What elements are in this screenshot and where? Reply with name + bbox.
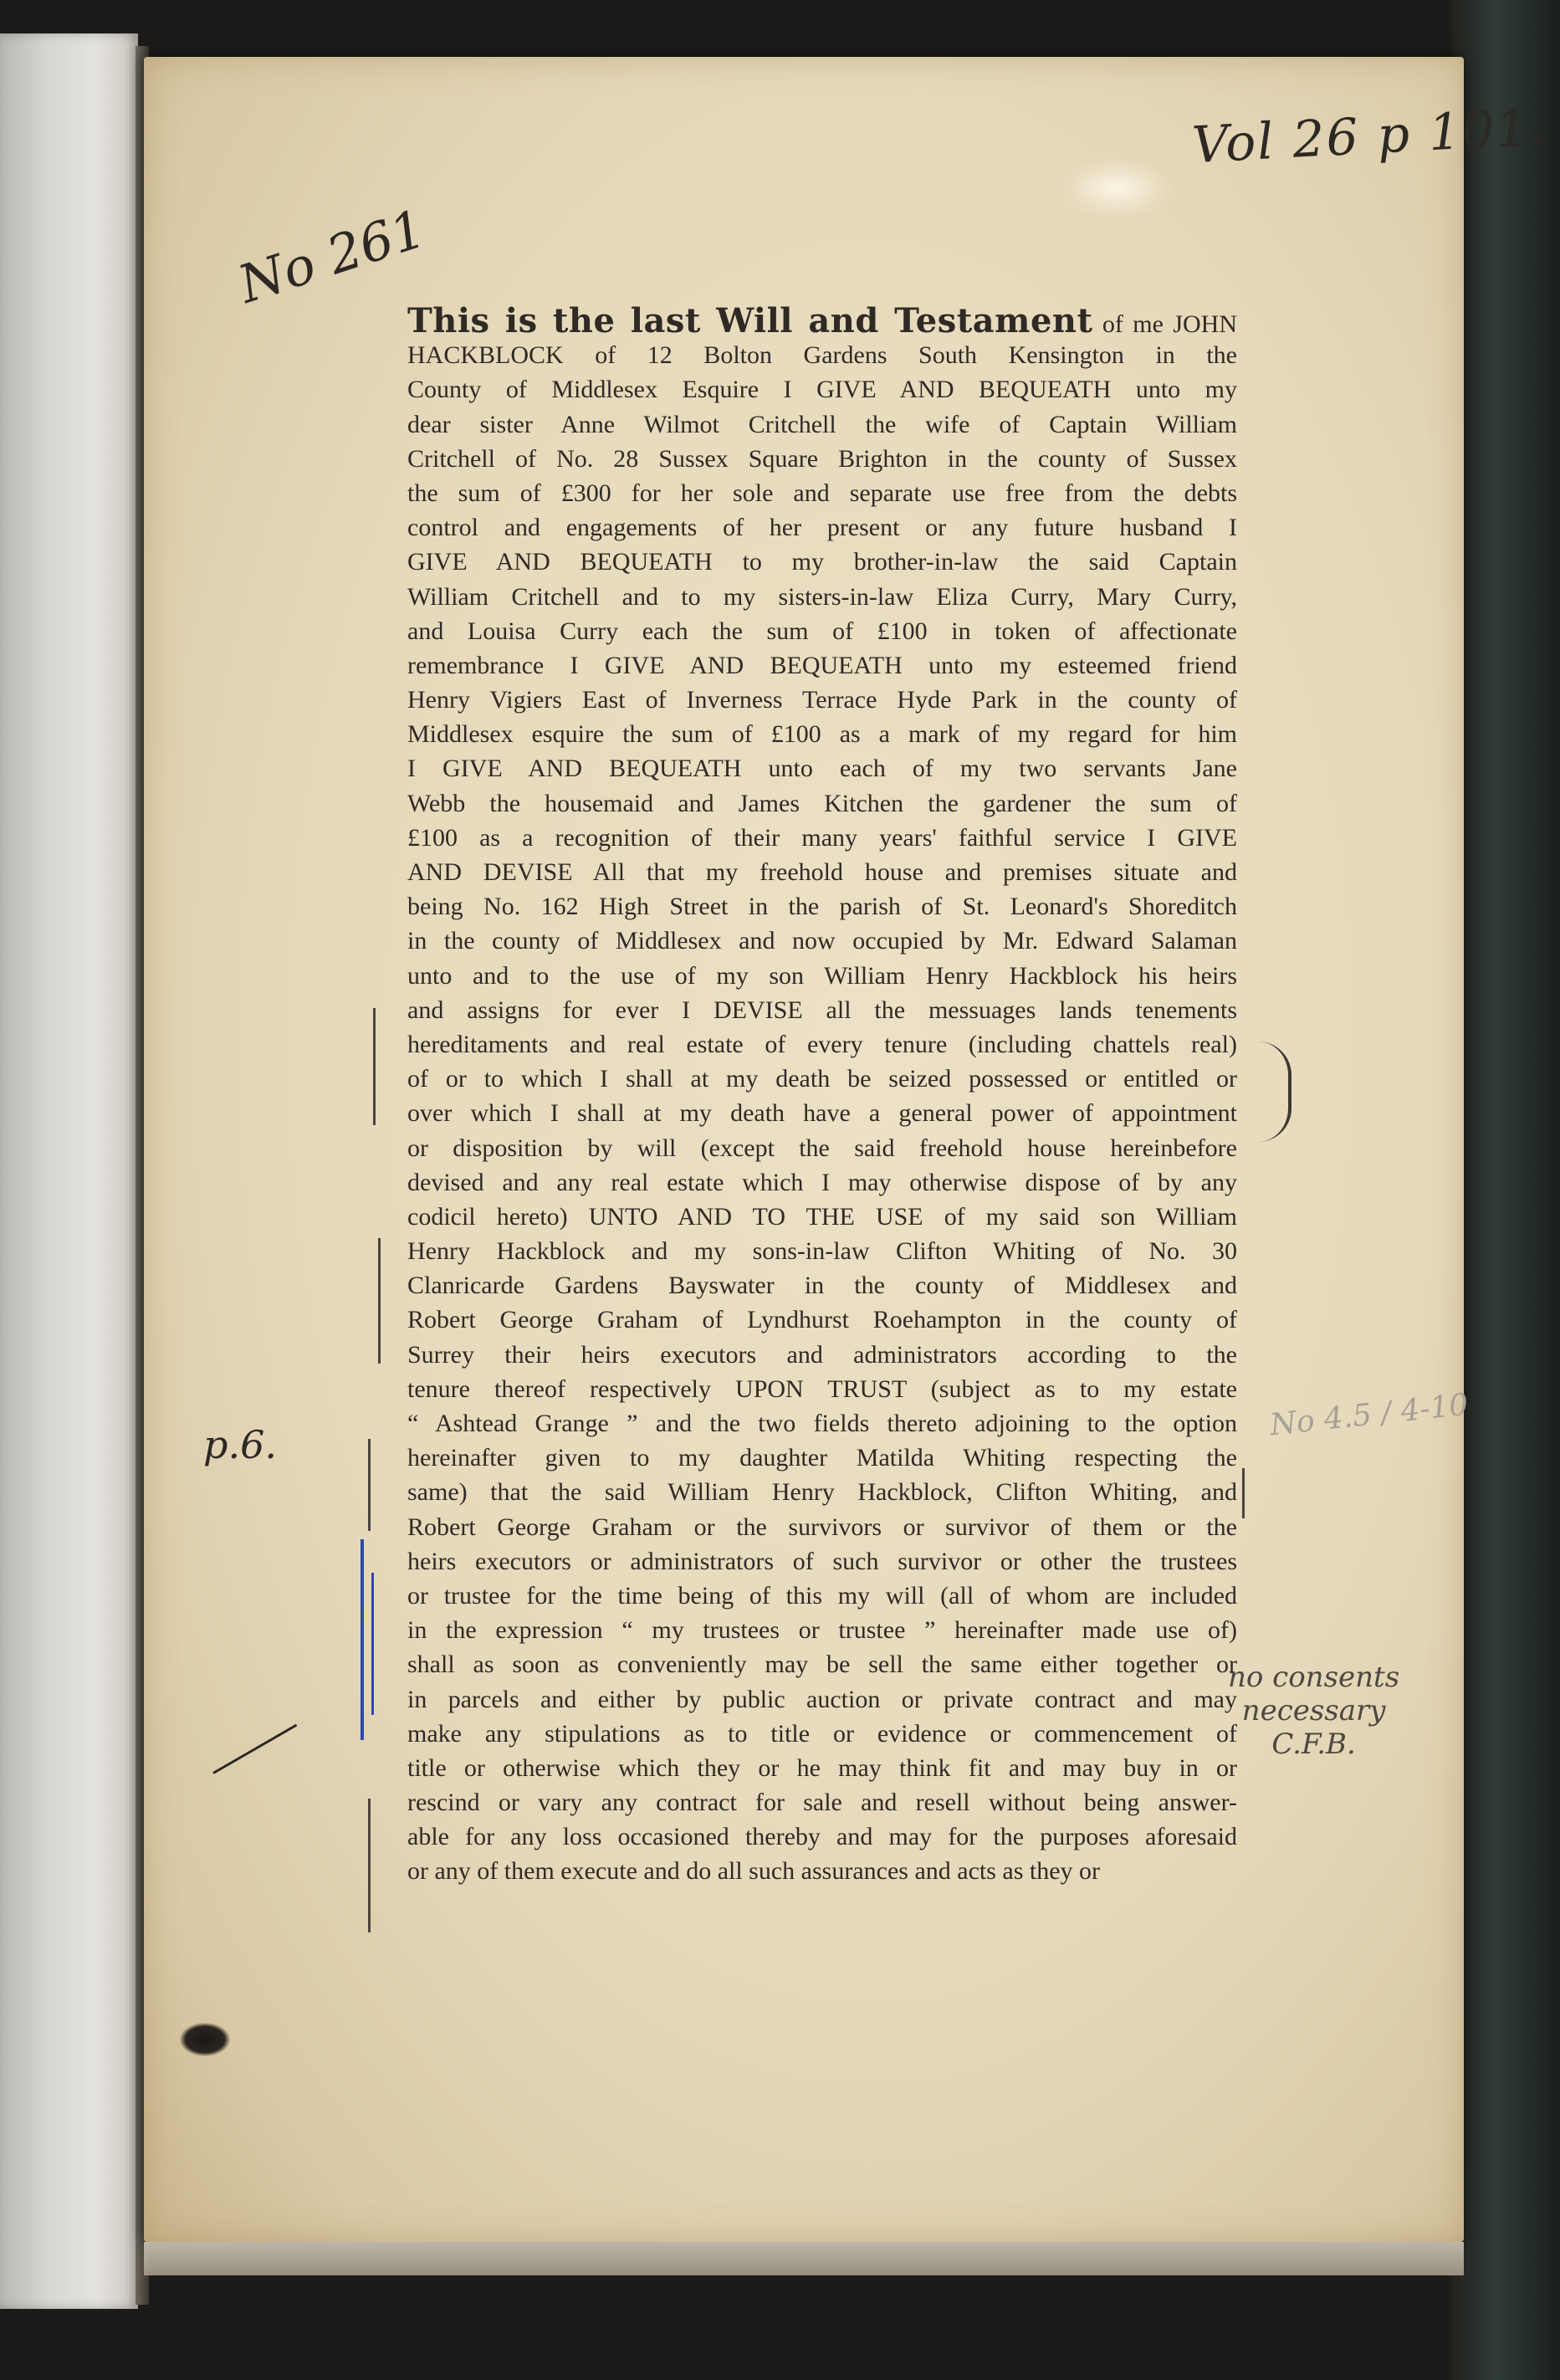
- text-line: £100 as a recognition of their many years' faithful service I GIVE: [407, 823, 1237, 852]
- text-line: or disposition by will (except the said freehold house hereinbefore: [407, 1134, 1237, 1162]
- text-line: of me JOHN: [1102, 310, 1238, 338]
- text-line: make any stipulations as to title or evidence or commencement of: [407, 1719, 1237, 1748]
- will-text: [407, 301, 1238, 1889]
- text-line: or any of them execute and do all such assurances and acts as they or: [407, 1857, 1101, 1886]
- volume-reference: Vol 26 p 101.: [1190, 97, 1549, 176]
- text-line: Middlesex esquire the sum of £100 as a mark of my regard for him: [407, 720, 1237, 749]
- will-heading: This is the last Will and Testament: [407, 301, 1093, 340]
- text-line: unto and to the use of my son William Henry Hackblock his heirs: [407, 961, 1237, 990]
- text-line: shall as soon as conveniently may be sell the same either together or: [407, 1651, 1237, 1679]
- margin-bracket: [1255, 1042, 1291, 1142]
- text-line: Robert George Graham of Lyndhurst Roehampton in the county of: [407, 1306, 1237, 1334]
- text-line: in the expression “ my trustees or trustee ” hereinafter made use of): [407, 1616, 1237, 1645]
- text-line: rescind or vary any contract for sale and resell without being answer-: [407, 1789, 1237, 1817]
- text-line: codicil hereto) UNTO AND TO THE USE of my said son William: [407, 1202, 1237, 1231]
- ink-blot: [180, 2023, 230, 2056]
- book-binding: [1451, 0, 1560, 2380]
- text-line: Webb the housemaid and James Kitchen the gardener the sum of: [407, 789, 1237, 817]
- margin-mark: p.6.: [203, 1422, 277, 1467]
- text-line: Robert George Graham or the survivors or survivor of them or the: [407, 1512, 1237, 1541]
- text-line: and Louisa Curry each the sum of £100 in token of affectionate: [407, 617, 1237, 645]
- text-line: or trustee for the time being of this my will (all of whom are included: [407, 1581, 1237, 1610]
- facing-page: [0, 33, 138, 2309]
- text-line: County of Middlesex Esquire I GIVE AND BEQUEATH unto my: [407, 376, 1237, 404]
- will-first-line: [407, 301, 1238, 340]
- consent-note-initials: C.F.B.: [1271, 1727, 1356, 1761]
- text-line: HACKBLOCK of 12 Bolton Gardens South Kensington in the: [407, 341, 1237, 370]
- text-line: “ Ashtead Grange ” and the two fields thereto adjoining to the option: [407, 1410, 1237, 1437]
- text-line: I GIVE AND BEQUEATH unto each of my two servants Jane: [407, 755, 1237, 783]
- text-line: dear sister Anne Wilmot Critchell the wife of Captain William: [407, 410, 1237, 438]
- text-line: remembrance I GIVE AND BEQUEATH unto my esteemed friend: [407, 651, 1237, 679]
- text-line: tenure thereof respectively UPON TRUST (subject as to my estate: [407, 1374, 1237, 1403]
- text-line: in parcels and either by public auction or private contract and may: [407, 1685, 1237, 1713]
- text-line: Clanricarde Gardens Bayswater in the county of Middlesex and: [407, 1272, 1237, 1300]
- text-line: Henry Hackblock and my sons-in-law Clifton Whiting of No. 30: [407, 1237, 1237, 1266]
- text-line: same) that the said William Henry Hackblock, Clifton Whiting, and: [407, 1478, 1237, 1507]
- text-line: over which I shall at my death have a general power of appointment: [407, 1099, 1237, 1128]
- consent-note-line-2: necessary: [1241, 1694, 1386, 1727]
- pencil-note: No 4.5 / 4-10: [1268, 1387, 1470, 1443]
- text-line: hereditaments and real estate of every tenure (including chattels real): [407, 1030, 1237, 1058]
- text-line: in the county of Middlesex and now occupied by Mr. Edward Salaman: [407, 927, 1237, 955]
- margin-stroke: [1242, 1468, 1245, 1518]
- text-line: William Critchell and to my sisters-in-law Eliza Curry, Mary Curry,: [407, 582, 1237, 611]
- text-line: Surrey their heirs executors and administrators according to the: [407, 1340, 1237, 1369]
- blue-margin-stroke: [371, 1573, 374, 1715]
- text-line: of or to which I shall at my death be seized possessed or entitled or: [407, 1065, 1237, 1093]
- margin-stroke: [368, 1799, 371, 1932]
- text-line: devised and any real estate which I may otherwise dispose of by any: [407, 1168, 1237, 1196]
- text-line: and assigns for ever I DEVISE all the messuages lands tenements: [407, 996, 1237, 1024]
- margin-stroke: [373, 1008, 376, 1125]
- text-line: title or otherwise which they or he may think fit and may buy in or: [407, 1753, 1237, 1782]
- margin-stroke: [378, 1238, 381, 1364]
- text-line: able for any loss occasioned thereby and may for the purposes aforesaid: [407, 1823, 1237, 1851]
- text-line: AND DEVISE All that my freehold house and premises situate and: [407, 858, 1237, 886]
- consent-note-line-1: no consents: [1228, 1661, 1400, 1694]
- text-line: GIVE AND BEQUEATH to my brother-in-law the said Captain: [407, 548, 1237, 576]
- page-edge-strip: [144, 2242, 1464, 2275]
- blue-margin-stroke: [361, 1539, 364, 1740]
- entry-number: No 261: [231, 197, 433, 315]
- text-line: the sum of £300 for her sole and separate use free from the debts: [407, 479, 1237, 507]
- margin-stroke: [368, 1439, 371, 1531]
- paper-stain: [1062, 159, 1171, 218]
- text-line: being No. 162 High Street in the parish of St. Leonard's Shoreditch: [407, 893, 1237, 921]
- text-line: hereinafter given to my daughter Matilda Whiting respecting the: [407, 1444, 1237, 1472]
- text-line: control and engagements of her present or any future husband I: [407, 514, 1237, 542]
- text-line: Critchell of No. 28 Sussex Square Brighton in the county of Sussex: [407, 444, 1237, 473]
- consent-note: [1228, 1661, 1399, 1761]
- text-line: Henry Vigiers East of Inverness Terrace Hyde Park in the county of: [407, 686, 1237, 714]
- text-line: heirs executors or administrators of such survivor or other the trustees: [407, 1547, 1237, 1575]
